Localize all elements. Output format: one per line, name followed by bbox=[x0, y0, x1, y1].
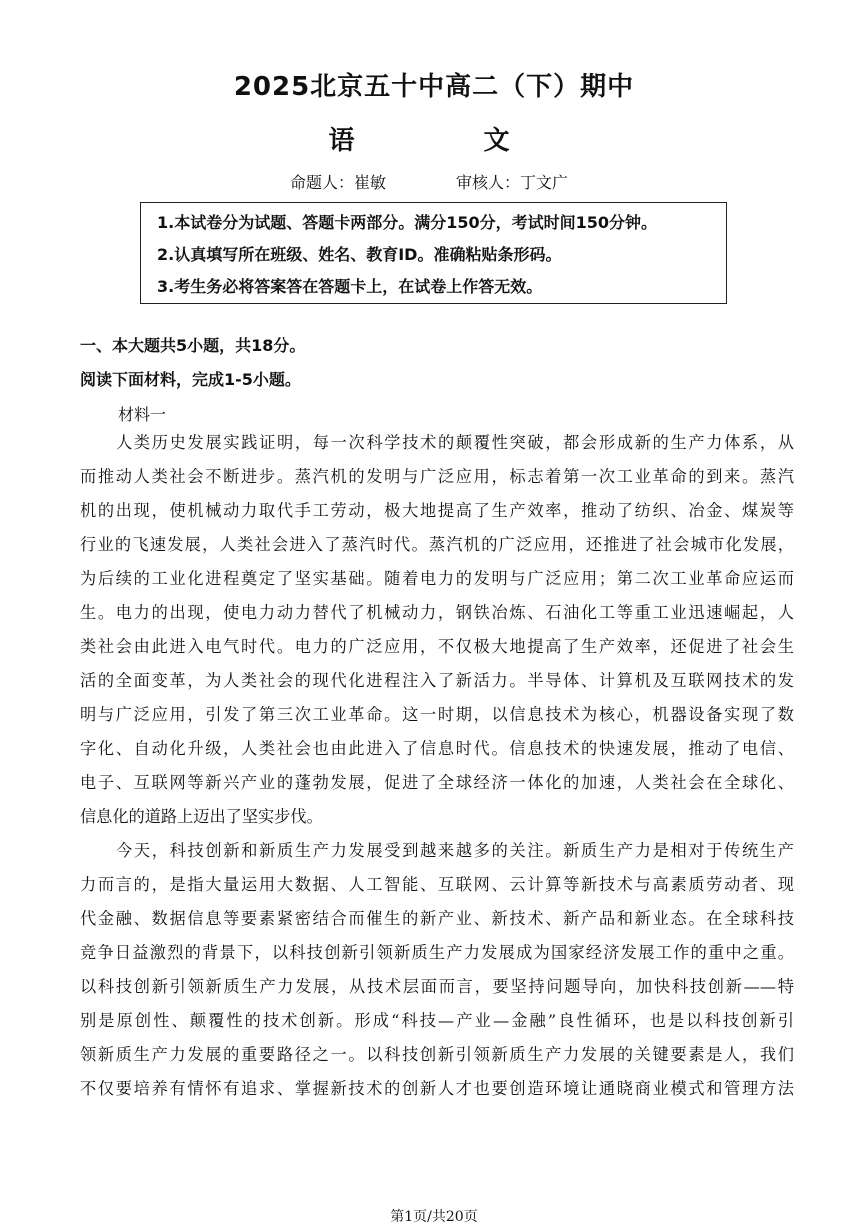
passage-line: 别是原创性、颠覆性的技术创新。形成“科技—产业—金融”良性循环，也是以科技创新引 bbox=[80, 1011, 794, 1030]
passage-line: 机的出现，使机械动力取代手工劳动，极大地提高了生产效率，推动了纺织、冶金、煤炭等 bbox=[80, 501, 794, 520]
passage-line: 信息化的道路上迈出了坚实步伐。 bbox=[80, 807, 323, 826]
passage-line: 而推动人类社会不断进步。蒸汽机的发明与广泛应用，标志着第一次工业革命的到来。蒸汽 bbox=[80, 467, 794, 486]
passage-line: 力而言的，是指大量运用大数据、人工智能、互联网、云计算等新技术与高素质劳动者、现 bbox=[80, 875, 794, 894]
passage-line: 竞争日益激烈的背景下，以科技创新引领新质生产力发展成为国家经济发展工作的重中之重。 bbox=[80, 943, 794, 962]
page-number: 第1页/共20页 bbox=[390, 1209, 478, 1225]
passage-line: 领新质生产力发展的重要路径之一。以科技创新引领新质生产力发展的关键要素是人，我们 bbox=[80, 1045, 794, 1064]
notice-box bbox=[140, 202, 727, 304]
passage-line: 类社会由此进入电气时代。电力的广泛应用，不仅极大地提高了生产效率，还促进了社会生 bbox=[80, 637, 794, 656]
notice-item: 2.认真填写所在班级、姓名、教育ID。准确粘贴条形码。 bbox=[157, 245, 562, 264]
passage-line: 不仅要培养有情怀有追求、掌握新技术的创新人才也要创造环境让通晓商业模式和管理方法 bbox=[80, 1079, 794, 1098]
passage-line: 电子、互联网等新兴产业的蓬勃发展，促进了全球经济一体化的加速，人类社会在全球化、 bbox=[80, 773, 794, 792]
passage-line: 活的全面变革，为人类社会的现代化进程注入了新活力。半导体、计算机及互联网技术的发 bbox=[80, 671, 794, 690]
passage-text bbox=[80, 426, 794, 1106]
passage-line: 行业的飞速发展，人类社会进入了蒸汽时代。蒸汽机的广泛应用，还推进了社会城市化发展， bbox=[80, 535, 794, 554]
reviewer-label: 审核人：丁文广 bbox=[456, 173, 569, 192]
subject-title: 语 文 bbox=[328, 126, 570, 156]
notice-item: 3.考生务必将答案答在答题卡上，在试卷上作答无效。 bbox=[157, 277, 543, 296]
exam-title: 2025北京五十中高二（下）期中 bbox=[233, 72, 635, 102]
author-label: 命题人：崔敏 bbox=[290, 173, 387, 192]
passage-line: 字化、自动化升级，人类社会也由此进入了信息时代。信息技术的快速发展，推动了电信、 bbox=[80, 739, 794, 758]
material-label: 材料一 bbox=[118, 405, 167, 424]
passage-line: 生。电力的出现，使电力动力替代了机械动力，钢铁冶炼、石油化工等重工业迅速崛起，人 bbox=[80, 603, 794, 622]
passage-line: 以科技创新引领新质生产力发展，从技术层面而言，要坚持问题导向，加快科技创新——特 bbox=[80, 977, 794, 996]
section-heading: 一、本大题共5小题，共18分。 bbox=[80, 336, 306, 355]
passage-line: 明与广泛应用，引发了第三次工业革命。这一时期，以信息技术为核心，机器设备实现了数 bbox=[80, 705, 794, 724]
notice-item: 1.本试卷分为试题、答题卡两部分。满分150分，考试时间150分钟。 bbox=[157, 213, 658, 232]
passage-line: 人类历史发展实践证明，每一次科学技术的颠覆性突破，都会形成新的生产力体系，从 bbox=[116, 433, 794, 452]
passage-line: 今天，科技创新和新质生产力发展受到越来越多的关注。新质生产力是相对于传统生产 bbox=[116, 841, 794, 860]
passage-line: 代金融、数据信息等要素紧密结合而催生的新产业、新技术、新产品和新业态。在全球科技 bbox=[80, 909, 794, 928]
reading-instruction: 阅读下面材料，完成1-5小题。 bbox=[80, 370, 301, 389]
passage-line: 为后续的工业化进程奠定了坚实基础。随着电力的发明与广泛应用；第二次工业革命应运而 bbox=[80, 569, 794, 588]
